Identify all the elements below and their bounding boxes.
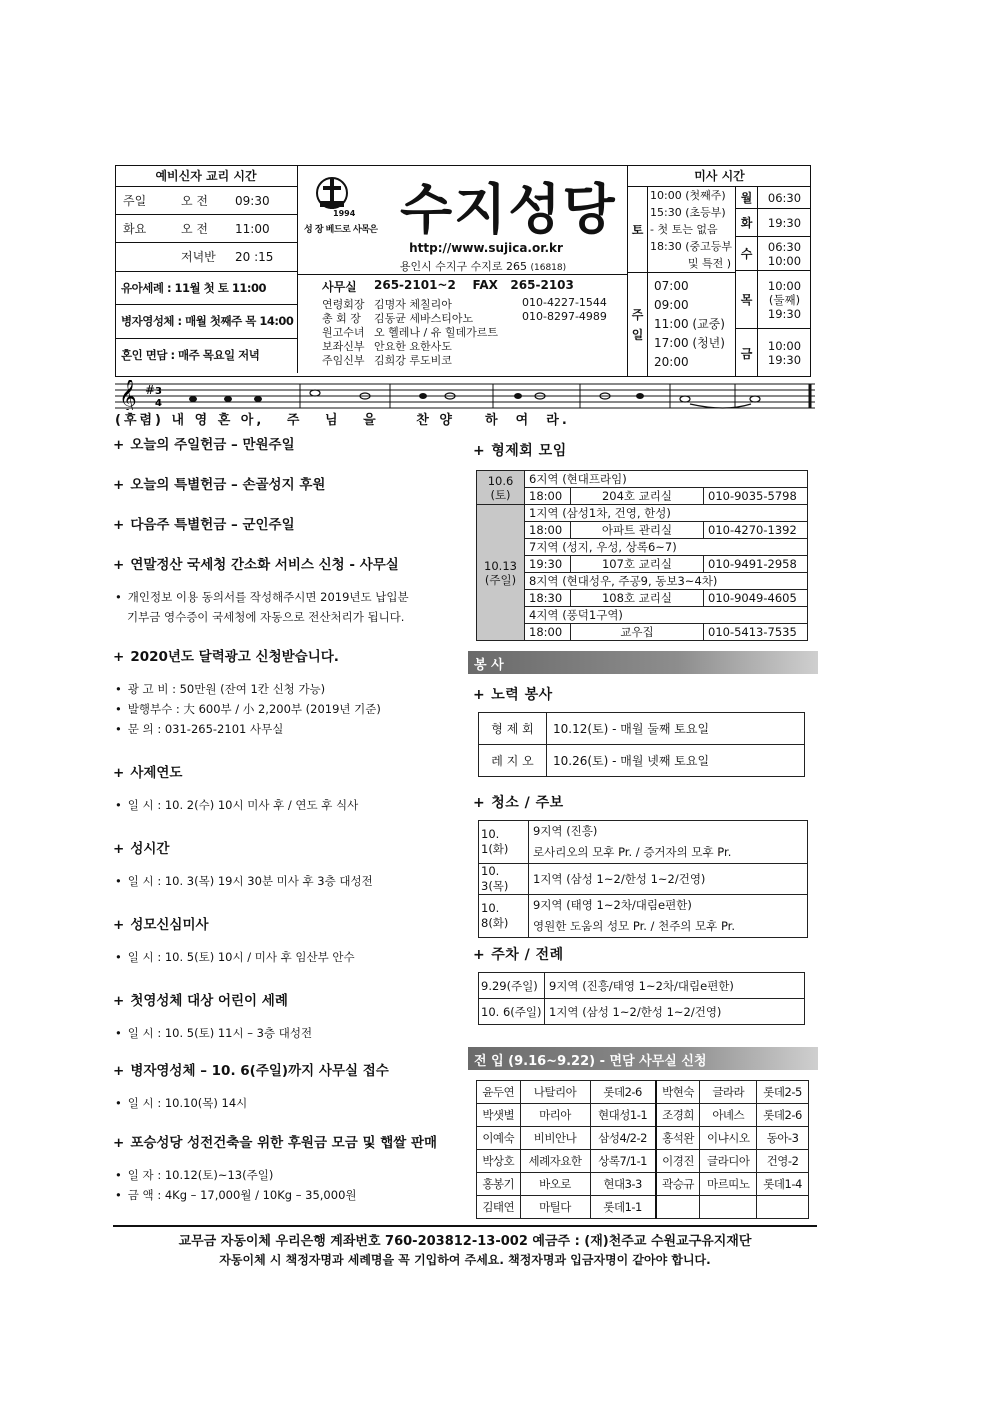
saturday-time: 18:30 (중고등부 <box>650 240 732 253</box>
parish-name: 수지성당 <box>400 178 617 241</box>
announcement-bullet <box>113 947 463 967</box>
announcement-bullet <box>113 795 463 815</box>
announcement-title-text: 2020년도 달력광고 신청받습니다. <box>130 649 339 665</box>
bullet-icon: • <box>115 1168 122 1182</box>
newcomer-cell: 삼성4/2-2 <box>590 1127 656 1150</box>
address-text: 용인시 수지구 수지로 265 <box>399 260 527 273</box>
catechumen-rows <box>115 187 298 272</box>
announcement-title-text: 병자영성체 – 10. 6(주일)까지 사무실 접수 <box>130 1063 389 1079</box>
weekday-row <box>736 237 811 271</box>
plus-icon: + <box>113 993 125 1009</box>
announcement-title <box>113 513 463 533</box>
contact-phone: 010-8297-4989 <box>522 310 607 323</box>
brothers-phone: 010-9035-5798 <box>704 488 808 505</box>
cleaning-table <box>478 820 808 938</box>
announcement-bullet <box>113 1165 463 1185</box>
newcomer-cell <box>656 1196 700 1219</box>
bullet-icon: • <box>115 1096 122 1110</box>
contact-row <box>322 310 622 324</box>
bullet-text: 일 시 : 10. 5(토) 10시 / 미사 후 임산부 안수 <box>127 950 355 964</box>
bullet-icon: • <box>115 590 122 604</box>
zip-code: (16818) <box>530 263 567 273</box>
brothers-phone: 010-5413-7535 <box>704 624 808 641</box>
contact-role: 사무실 <box>322 280 357 294</box>
brothers-date: 10.6 (토) <box>477 471 525 505</box>
bullet-icon: • <box>115 1188 122 1202</box>
contact-name: 오 헬레나 / 유 힐데가르트 <box>374 326 498 339</box>
announcement-title <box>113 837 463 857</box>
bullet-icon: • <box>115 1026 122 1040</box>
newcomer-row <box>477 1127 809 1150</box>
bullet-text: 일 시 : 10. 5(토) 11시 – 3층 대성전 <box>127 1026 313 1040</box>
parking-date: 9.29(주일) <box>479 973 545 999</box>
newcomer-cell: 현대3-3 <box>590 1173 656 1196</box>
newcomer-cell: 조경희 <box>656 1104 700 1127</box>
newcomer-row <box>477 1173 809 1196</box>
newcomer-cell: 마르띠노 <box>700 1173 757 1196</box>
brothers-time: 18:30 <box>525 590 571 607</box>
parking-table <box>478 972 805 1025</box>
saturday-time: - 첫 토는 없음 <box>650 223 718 236</box>
weekday-label: 목 <box>736 271 758 328</box>
catechumen-time: 11:00 <box>235 222 270 236</box>
catechumen-title: 예비신자 교리 시간 <box>115 165 298 187</box>
logo-year: 1994 <box>333 209 356 218</box>
cleaning-date: 10. 3(목) <box>479 864 529 895</box>
labor-who: 레 지 오 <box>479 745 547 777</box>
announcement <box>113 473 463 493</box>
catechumen-row <box>115 215 297 243</box>
weekday-row <box>736 271 811 329</box>
contact-name: 안요한 요한사도 <box>374 340 452 353</box>
parking-what: 9지역 (진흥/태영 1~2차/대림e편한) <box>545 973 805 999</box>
contact-role: 총 회 장 <box>322 312 361 325</box>
announcement-title <box>113 1059 463 1079</box>
brothers-title-text: 형제회 모임 <box>491 443 567 459</box>
labor-row <box>479 713 805 745</box>
weekday-time: 06:30 <box>767 239 802 254</box>
announcement <box>113 1131 463 1205</box>
announcement-title <box>113 761 463 781</box>
bullet-text: 일 자 : 10.12(토)~13(주일) <box>127 1168 274 1182</box>
catechumen-ampm: 오 전 <box>181 222 208 236</box>
weekday-time: (둘째) <box>768 292 801 307</box>
brothers-place: 107호 교리실 <box>571 556 704 573</box>
saturday-time: 15:30 (초등부) <box>650 206 726 219</box>
announcement-title <box>113 473 463 493</box>
brothers-place: 교우집 <box>571 624 704 641</box>
plus-icon: + <box>113 841 125 857</box>
contact-name: 김동균 세바스티아노 <box>374 312 474 325</box>
weekday-time: 19:30 <box>767 215 802 230</box>
newcomer-cell: 비비안나 <box>520 1127 590 1150</box>
contact-name: 김명자 체칠리아 <box>374 298 452 311</box>
newcomer-cell <box>700 1196 757 1219</box>
newcomer-row <box>477 1196 809 1219</box>
announcement <box>113 433 463 453</box>
newcomer-cell: 박상호 <box>477 1150 521 1173</box>
labor-title-text: 노력 봉사 <box>491 687 553 703</box>
newcomer-cell: 박샛별 <box>477 1104 521 1127</box>
brothers-date: 10.13 (주일) <box>477 505 525 641</box>
bullet-text: 광 고 비 : 50만원 (잔여 1칸 신청 가능) <box>127 682 326 696</box>
brothers-area-row <box>477 505 808 522</box>
newcomer-cell: 롯데1-4 <box>757 1173 809 1196</box>
bullet-icon: • <box>115 950 122 964</box>
announcement-title <box>113 553 463 573</box>
brothers-area-row <box>477 573 808 590</box>
weekday-times-cell <box>758 237 811 270</box>
catechumen-row <box>115 187 297 215</box>
contact-role: 주임신부 <box>322 354 365 367</box>
brothers-area: 8지역 (현대성우, 주공9, 동보3~4차) <box>525 573 808 590</box>
announcement-title-text: 오늘의 특별헌금 – 손골성지 후원 <box>130 477 326 493</box>
svg-text:3: 3 <box>155 386 162 397</box>
contact-role: 연령회장 <box>322 298 365 311</box>
header-notices <box>115 272 298 373</box>
weekday-label: 수 <box>736 237 758 270</box>
saturday-time: 및 특전 ) <box>687 257 731 270</box>
brothers-phone: 010-9491-2958 <box>704 556 808 573</box>
announcement-bullet <box>113 719 463 739</box>
newcomer-cell: 롯데1-1 <box>590 1196 656 1219</box>
newcomer-cell: 곽승규 <box>656 1173 700 1196</box>
weekday-label: 금 <box>736 329 758 377</box>
plus-icon: + <box>113 517 125 533</box>
weekday-time: 10:00 <box>767 253 802 268</box>
cleaning-line: 9지역 (태영 1~2차/대림e편한) <box>533 898 692 912</box>
cleaning-row <box>479 864 808 895</box>
contact-row <box>322 338 622 352</box>
brothers-place: 204호 교리실 <box>571 488 704 505</box>
catechumen-time: 09:30 <box>235 194 270 208</box>
header-notice: 혼인 면담 : 매주 목요일 저녁 <box>121 348 260 362</box>
plus-icon: + <box>113 1063 125 1079</box>
bullet-text: 발행부수 : 大 600부 / 小 2,200부 (2019년 기준) <box>127 702 381 716</box>
brothers-time: 18:00 <box>525 624 571 641</box>
bullet-text: 기부금 영수증이 국세청에 자동으로 전산처리가 됩니다. <box>127 610 405 624</box>
weekday-times-cell <box>758 187 811 208</box>
newcomer-cell: 마리아 <box>520 1104 590 1127</box>
announcement-title <box>113 433 463 453</box>
newcomers-bar: 전 입 (9.16~9.22) - 면담 사무실 신청 <box>468 1047 818 1070</box>
cleaning-line: 영원한 도움의 성모 Pr. / 천주의 모후 Pr. <box>533 919 735 933</box>
service-bar: 봉 사 <box>468 651 818 674</box>
parking-row <box>479 999 805 1025</box>
newcomer-cell: 롯데2-5 <box>757 1081 809 1104</box>
cleaning-cell <box>529 821 808 864</box>
contact-row <box>322 296 622 310</box>
parking-section <box>473 944 818 1025</box>
parking-title-text: 주차 / 전례 <box>491 947 564 963</box>
catechumen-time: 20 :15 <box>235 250 274 264</box>
weekday-row <box>736 329 811 377</box>
newcomer-cell: 건영-2 <box>757 1150 809 1173</box>
footer-rule <box>113 1225 817 1227</box>
sunday-time: 20:00 <box>654 355 689 369</box>
cleaning-row <box>479 895 808 938</box>
newcomer-cell: 윤두연 <box>477 1081 521 1104</box>
announcement <box>113 837 463 891</box>
brothers-area-row <box>477 471 808 488</box>
bullet-text: 문 의 : 031-265-2101 사무실 <box>127 722 284 736</box>
sunday-time: 09:00 <box>654 298 689 312</box>
labor-what: 10.26(토) - 매월 넷째 토요일 <box>547 745 805 777</box>
bullet-icon: • <box>115 874 122 888</box>
weekday-times-cell <box>758 329 811 377</box>
bullet-text: 일 시 : 10. 3(목) 19시 30분 미사 후 3층 대성전 <box>127 874 373 888</box>
parking-row <box>479 973 805 999</box>
brothers-title: + 형제회 모임 <box>473 443 567 459</box>
cleaning-row <box>479 821 808 864</box>
plus-icon: + <box>113 765 125 781</box>
brothers-area: 1지역 (삼성1차, 건영, 한성) <box>525 505 808 522</box>
sunday-time: 07:00 <box>654 279 689 293</box>
announcement-title-text: 연말정산 국세청 간소화 서비스 신청 - 사무실 <box>130 557 399 573</box>
newcomer-cell: 롯데2-6 <box>590 1081 656 1104</box>
newcomer-cell: 박현숙 <box>656 1081 700 1104</box>
weekday-time: 06:30 <box>767 190 802 205</box>
brothers-area: 4지역 (풍덕1구역) <box>525 607 808 624</box>
mass-times-box <box>628 165 811 377</box>
announcement-title-text: 다음주 특별헌금 – 군인주일 <box>130 517 295 533</box>
announcement-title <box>113 1131 463 1151</box>
plus-icon: + <box>113 557 125 573</box>
newcomer-cell: 롯데2-6 <box>757 1104 809 1127</box>
svg-text:𝄞: 𝄞 <box>119 380 137 410</box>
parish-website[interactable]: http://www.sujica.or.kr <box>409 241 563 255</box>
weekday-label: 화 <box>736 209 758 236</box>
newcomer-cell: 상록7/1-1 <box>590 1150 656 1173</box>
brothers-table <box>476 470 808 641</box>
brothers-area: 6지역 (현대프라임) <box>525 471 808 488</box>
announcement-title <box>113 645 463 665</box>
brothers-detail-row <box>477 624 808 641</box>
weekday-row <box>736 209 811 237</box>
bullet-text: 일 시 : 10.10(목) 14시 <box>127 1096 248 1110</box>
cleaning-date: 10. 1(화) <box>479 821 529 864</box>
newcomer-cell: 글라라 <box>700 1081 757 1104</box>
announcement-bullet <box>113 871 463 891</box>
header-notice: 병자영성체 : 매월 첫째주 목 14:00 <box>115 305 297 339</box>
brothers-detail-row <box>477 522 808 539</box>
announcements <box>113 433 463 1205</box>
music-lyrics: (후렴) 내 영 혼 아, 주 님 을 찬 양 하 여 라. <box>115 413 570 428</box>
weekday-times <box>736 187 811 377</box>
contact-phone: 010-4227-1544 <box>522 296 607 309</box>
announcement-title <box>113 989 463 1009</box>
plus-icon: + <box>113 1135 125 1151</box>
announcement <box>113 553 463 627</box>
catechumen-ampm: 저녁반 <box>181 250 216 264</box>
cleaning-line: 1지역 (삼성 1~2/한성 1~2/건영) <box>533 871 706 886</box>
svg-text:4: 4 <box>155 398 162 409</box>
newcomer-cell: 이냐시오 <box>700 1127 757 1150</box>
contact-list <box>322 278 622 366</box>
cleaning-cell <box>529 864 808 895</box>
newcomer-cell: 현대성1-1 <box>590 1104 656 1127</box>
cleaning-title: + 청소 / 주보 <box>473 795 564 811</box>
brothers-detail-row <box>477 488 808 505</box>
bullet-text: 개인정보 이용 동의서를 작성해주시면 2019년도 납입분 <box>127 590 409 604</box>
announcement <box>113 913 463 967</box>
bullet-icon: • <box>115 702 122 716</box>
catechumen-day: 화요 <box>123 222 147 236</box>
newcomer-cell: 바오로 <box>520 1173 590 1196</box>
footer-line2: 자동이체 시 책정자명과 세례명을 꼭 기입하여 주세요. 책정자명과 입금자명이 같아야 합니다. <box>219 1253 711 1267</box>
cleaning-line: 9지역 (진흥) <box>533 824 598 838</box>
contact-row <box>322 324 622 338</box>
parish-address <box>358 258 608 274</box>
brothers-detail-row <box>477 590 808 607</box>
header-notice: 유아세례 : 11월 첫 토 11:00 <box>115 272 297 305</box>
bullet-text: 금 액 : 4Kg – 17,000월 / 10Kg – 35,000원 <box>127 1188 357 1202</box>
newcomer-cell <box>757 1196 809 1219</box>
newcomer-cell: 나탈리아 <box>520 1081 590 1104</box>
labor-table <box>478 712 805 777</box>
announcement-bullet <box>113 1023 463 1043</box>
plus-icon: + <box>113 477 125 493</box>
bullet-icon: • <box>115 682 122 696</box>
bullet-icon: • <box>115 798 122 812</box>
weekday-times-cell <box>758 271 811 328</box>
announcement-title-text: 오늘의 주일헌금 – 만원주일 <box>130 437 295 453</box>
sunday-label: 주 일 <box>628 273 648 377</box>
footer-line1: 교무금 자동이체 우리은행 계좌번호 760-203812-13-002 예금주 : (재)천주교 수원교구유지재단 <box>178 1234 752 1249</box>
sunday-times <box>648 273 736 377</box>
weekday-time: 10:00 <box>767 278 802 293</box>
brothers-place: 아파트 관리실 <box>571 522 704 539</box>
brothers-time: 18:00 <box>525 488 571 505</box>
newcomer-cell: 홍봉기 <box>477 1173 521 1196</box>
labor-title: + 노력 봉사 <box>473 687 553 703</box>
announcement-bullet <box>113 1185 463 1205</box>
plus-icon: + <box>113 437 125 453</box>
newcomer-cell: 세례자요한 <box>520 1150 590 1173</box>
labor-row <box>479 745 805 777</box>
weekday-times-cell <box>758 209 811 236</box>
newcomer-row <box>477 1104 809 1127</box>
brothers-place: 108호 교리실 <box>571 590 704 607</box>
sunday-time: 17:00 (청년) <box>654 336 725 350</box>
parking-what: 1지역 (삼성 1~2/한성 1~2/건영) <box>545 999 805 1025</box>
plus-icon: + <box>113 917 125 933</box>
plus-icon: + <box>113 649 125 665</box>
contact-role: 원고수녀 <box>322 326 365 339</box>
saturday-label: 토 <box>628 187 648 273</box>
weekday-label: 월 <box>736 187 758 208</box>
announcement-title-text: 성모신심미사 <box>130 917 209 933</box>
announcement <box>113 989 463 1043</box>
brothers-detail-row <box>477 556 808 573</box>
announcement-title-text: 성시간 <box>130 841 170 857</box>
parking-title: + 주차 / 전례 <box>473 947 564 963</box>
brothers-phone: 010-4270-1392 <box>704 522 808 539</box>
labor-what: 10.12(토) - 매월 둘째 토요일 <box>547 713 805 745</box>
contact-name: 김희강 루도비코 <box>374 354 452 367</box>
saturday-times <box>648 187 736 273</box>
logo-motto: 성 장 베드로 사목은 <box>304 225 378 235</box>
announcement-title-text: 첫영성체 대상 어린이 세례 <box>130 993 288 1009</box>
catechumen-ampm: 오 전 <box>181 194 208 208</box>
announcement <box>113 761 463 815</box>
weekday-time: 10:00 <box>767 339 802 353</box>
sunday-time: 11:00 (교중) <box>654 317 725 331</box>
announcement <box>113 1059 463 1113</box>
newcomer-cell: 마틸다 <box>520 1196 590 1219</box>
cleaning-title-text: 청소 / 주보 <box>491 795 564 811</box>
svg-text:#: # <box>145 383 156 397</box>
parking-date: 10. 6(주일) <box>479 999 545 1025</box>
brothers-area-row <box>477 607 808 624</box>
weekday-time: 19:30 <box>767 353 802 367</box>
cleaning-cell <box>529 895 808 938</box>
newcomer-cell: 글라디아 <box>700 1150 757 1173</box>
saturday-time: 10:00 (첫째주) <box>650 189 726 202</box>
newcomer-row <box>477 1150 809 1173</box>
newcomer-cell: 홍석완 <box>656 1127 700 1150</box>
contact-row <box>322 278 622 296</box>
announcement-bullet <box>113 679 463 699</box>
brothers-phone: 010-9049-4605 <box>704 590 808 607</box>
announcement-bullet <box>113 699 463 719</box>
newcomer-cell: 아녜스 <box>700 1104 757 1127</box>
bullet-text: 일 시 : 10. 2(수) 10시 미사 후 / 연도 후 식사 <box>127 798 359 812</box>
weekday-time: 19:30 <box>767 306 802 321</box>
cleaning-section <box>473 792 818 938</box>
brothers-time: 19:30 <box>525 556 571 573</box>
announcement-title-text: 포승성당 성전건축을 위한 후원금 모금 및 햅쌀 판매 <box>130 1135 438 1151</box>
cleaning-line: 로사리오의 모후 Pr. / 증거자의 모후 Pr. <box>533 845 732 859</box>
mass-title: 미사 시간 <box>628 165 811 187</box>
newcomer-cell: 이경진 <box>656 1150 700 1173</box>
contact-divider <box>298 274 628 275</box>
announcement <box>113 513 463 533</box>
labor-who: 형 제 회 <box>479 713 547 745</box>
catechumen-day: 주일 <box>123 194 147 208</box>
announcement-title <box>113 913 463 933</box>
brothers-time: 18:00 <box>525 522 571 539</box>
brothers-area-row <box>477 539 808 556</box>
announcement-bullet <box>113 607 463 627</box>
newcomer-cell: 동아-3 <box>757 1127 809 1150</box>
contact-row <box>322 352 622 366</box>
bullet-icon: • <box>115 722 122 736</box>
announcement <box>113 645 463 739</box>
music-staff <box>115 380 815 410</box>
parish-center <box>298 165 628 377</box>
announcement-bullet <box>113 1093 463 1113</box>
newcomers-table <box>476 1080 809 1219</box>
announcement-bullet <box>113 587 463 607</box>
catechumen-row <box>115 243 297 271</box>
brothers-section <box>473 440 818 641</box>
announcement-title-text: 사제연도 <box>130 765 183 781</box>
brothers-area: 7지역 (성지, 우성, 상록6~7) <box>525 539 808 556</box>
cleaning-date: 10. 8(화) <box>479 895 529 938</box>
newcomer-row <box>477 1081 809 1104</box>
labor-section <box>473 684 818 777</box>
newcomer-cell: 이예숙 <box>477 1127 521 1150</box>
contact-role: 보좌신부 <box>322 340 365 353</box>
contact-name: 265-2101~2 FAX 265-2103 <box>374 278 574 292</box>
newcomer-cell: 김태연 <box>477 1196 521 1219</box>
catechumen-box <box>115 165 298 377</box>
weekday-row <box>736 187 811 209</box>
